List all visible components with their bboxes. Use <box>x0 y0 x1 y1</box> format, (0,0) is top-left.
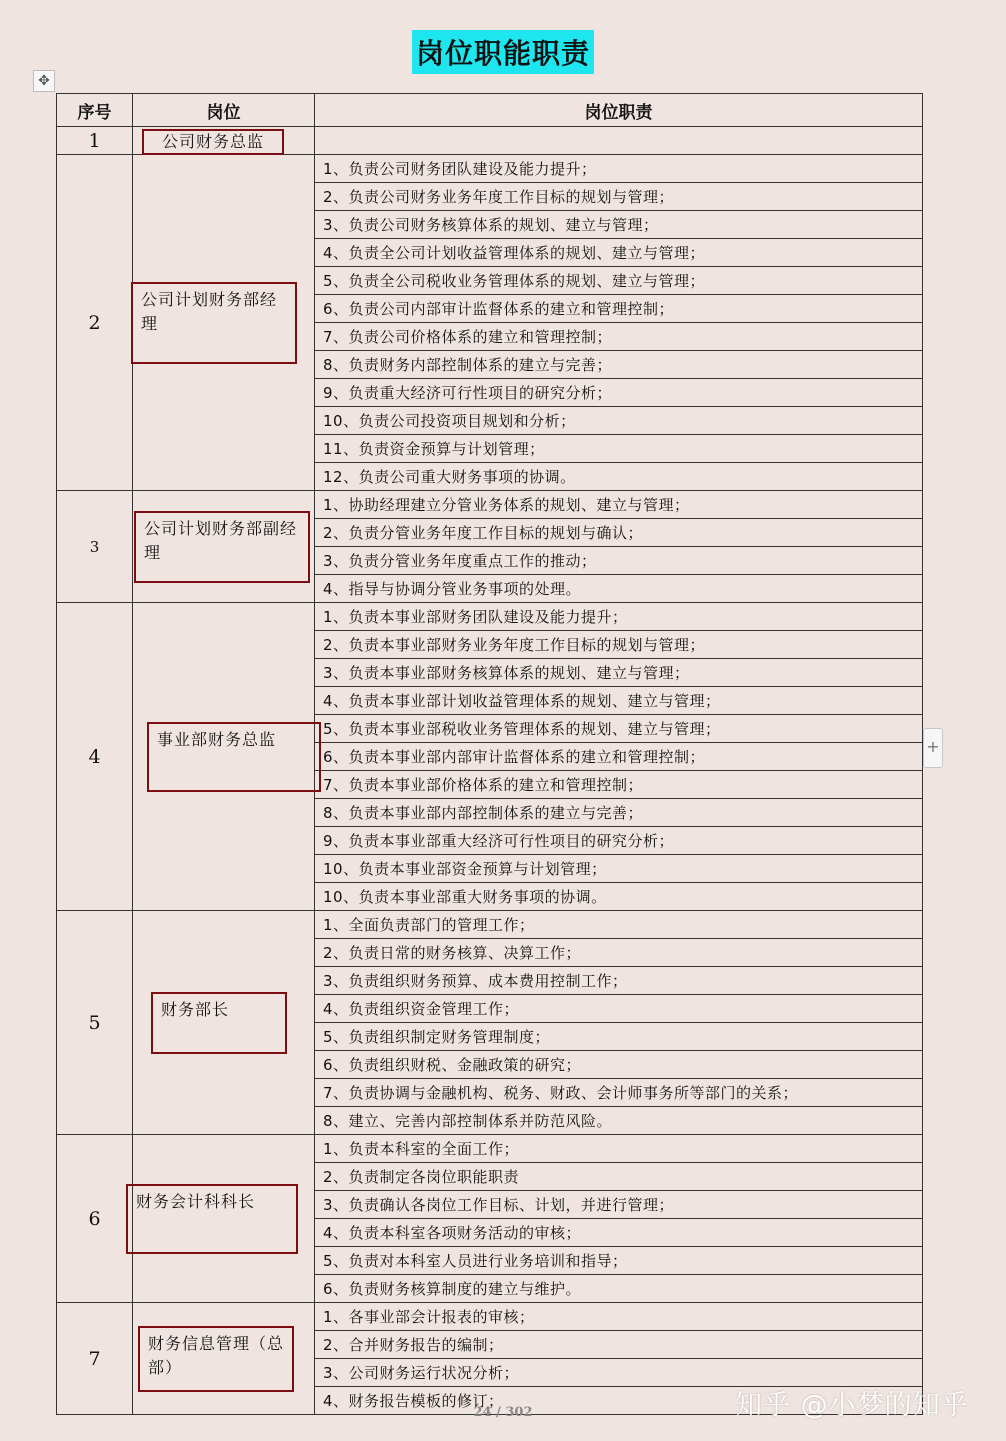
duty-item: 4、负责本科室各项财务活动的审核； <box>315 1219 923 1247</box>
duty-item: 4、财务报告模板的修订； <box>315 1387 923 1415</box>
duty-item: 1、负责本事业部财务团队建设及能力提升； <box>315 603 923 631</box>
duty-item: 5、负责本事业部税收业务管理体系的规划、建立与管理； <box>315 715 923 743</box>
table-row <box>57 155 923 183</box>
header-duties: 岗位职责 <box>315 94 923 127</box>
duty-item: 8、负责财务内部控制体系的建立与完善； <box>315 351 923 379</box>
duty-item: 9、负责本事业部重大经济可行性项目的研究分析； <box>315 827 923 855</box>
position-name: 财务信息管理（总部） <box>138 1326 294 1392</box>
position-name: 财务部长 <box>151 992 287 1054</box>
duty-item: 12、负责公司重大财务事项的协调。 <box>315 463 923 491</box>
duty-item: 8、建立、完善内部控制体系并防范风险。 <box>315 1107 923 1135</box>
duty-item: 7、负责公司价格体系的建立和管理控制； <box>315 323 923 351</box>
page-indicator: 24 / 302 <box>473 1405 533 1420</box>
row-position-cell <box>133 127 315 155</box>
duty-item: 3、公司财务运行状况分析； <box>315 1359 923 1387</box>
duty-item: 10、负责公司投资项目规划和分析； <box>315 407 923 435</box>
watermark: 知乎 @小梦的知乎 <box>735 1390 969 1421</box>
duty-item: 3、负责分管业务年度重点工作的推动； <box>315 547 923 575</box>
row-position-cell <box>133 155 315 491</box>
duty-item: 4、负责本事业部计划收益管理体系的规划、建立与管理； <box>315 687 923 715</box>
duty-empty <box>315 127 923 155</box>
header-position: 岗位 <box>133 94 315 127</box>
row-seq: 7 <box>57 1303 133 1415</box>
duty-item: 1、各事业部会计报表的审核； <box>315 1303 923 1331</box>
table-row <box>57 127 923 155</box>
duty-item: 3、负责本事业部财务核算体系的规划、建立与管理； <box>315 659 923 687</box>
duty-item: 1、协助经理建立分管业务体系的规划、建立与管理； <box>315 491 923 519</box>
row-seq: 2 <box>57 155 133 491</box>
duty-item: 2、负责制定各岗位职能职责 <box>315 1163 923 1191</box>
position-name: 公司财务总监 <box>142 129 284 155</box>
duty-item: 1、全面负责部门的管理工作； <box>315 911 923 939</box>
duty-item: 8、负责本事业部内部控制体系的建立与完善； <box>315 799 923 827</box>
duty-item: 4、指导与协调分管业务事项的处理。 <box>315 575 923 603</box>
duties-table <box>56 93 923 1415</box>
duty-item: 1、负责公司财务团队建设及能力提升； <box>315 155 923 183</box>
duty-item: 3、负责组织财务预算、成本费用控制工作； <box>315 967 923 995</box>
duty-item: 1、负责本科室的全面工作； <box>315 1135 923 1163</box>
duty-item: 2、负责公司财务业务年度工作目标的规划与管理； <box>315 183 923 211</box>
duty-item: 2、负责本事业部财务业务年度工作目标的规划与管理； <box>315 631 923 659</box>
table-row <box>57 911 923 939</box>
duty-item: 2、负责分管业务年度工作目标的规划与确认； <box>315 519 923 547</box>
table-body <box>57 127 923 1415</box>
header-seq: 序号 <box>57 94 133 127</box>
duty-item: 10、负责本事业部重大财务事项的协调。 <box>315 883 923 911</box>
duty-item: 7、负责本事业部价格体系的建立和管理控制； <box>315 771 923 799</box>
duty-item: 6、负责公司内部审计监督体系的建立和管理控制； <box>315 295 923 323</box>
row-position-cell <box>133 491 315 603</box>
duty-item: 2、合并财务报告的编制； <box>315 1331 923 1359</box>
row-position-cell <box>133 911 315 1135</box>
duty-item: 6、负责组织财税、金融政策的研究； <box>315 1051 923 1079</box>
table-row <box>57 1135 923 1163</box>
row-position-cell <box>133 1135 315 1303</box>
page-title: 岗位职能职责 <box>412 30 594 74</box>
duty-item: 11、负责资金预算与计划管理； <box>315 435 923 463</box>
row-seq: 3 <box>57 491 133 603</box>
position-name: 财务会计科科长 <box>126 1184 298 1254</box>
duty-item: 5、负责组织制定财务管理制度； <box>315 1023 923 1051</box>
table-row <box>57 1303 923 1331</box>
table-header-row <box>57 94 923 127</box>
row-seq: 5 <box>57 911 133 1135</box>
duty-item: 3、负责公司财务核算体系的规划、建立与管理； <box>315 211 923 239</box>
move-icon[interactable]: ✥ <box>33 70 55 92</box>
duty-item: 7、负责协调与金融机构、税务、财政、会计师事务所等部门的关系； <box>315 1079 923 1107</box>
row-seq: 4 <box>57 603 133 911</box>
duty-item: 9、负责重大经济可行性项目的研究分析； <box>315 379 923 407</box>
row-seq: 1 <box>57 127 133 155</box>
duty-item: 5、负责对本科室人员进行业务培训和指导； <box>315 1247 923 1275</box>
position-name: 事业部财务总监 <box>147 722 321 792</box>
duty-item: 4、负责全公司计划收益管理体系的规划、建立与管理； <box>315 239 923 267</box>
row-seq: 6 <box>57 1135 133 1303</box>
row-position-cell <box>133 603 315 911</box>
duty-item: 4、负责组织资金管理工作； <box>315 995 923 1023</box>
title-wrap <box>0 30 1006 74</box>
duty-item: 6、负责本事业部内部审计监督体系的建立和管理控制； <box>315 743 923 771</box>
table-row <box>57 603 923 631</box>
duty-item: 6、负责财务核算制度的建立与维护。 <box>315 1275 923 1303</box>
table-row <box>57 491 923 519</box>
position-name: 公司计划财务部副经理 <box>134 511 310 583</box>
duty-item: 3、负责确认各岗位工作目标、计划，并进行管理； <box>315 1191 923 1219</box>
duty-item: 5、负责全公司税收业务管理体系的规划、建立与管理； <box>315 267 923 295</box>
row-position-cell <box>133 1303 315 1415</box>
plus-icon[interactable]: + <box>923 728 943 768</box>
duty-item: 2、负责日常的财务核算、决算工作； <box>315 939 923 967</box>
position-name: 公司计划财务部经理 <box>131 282 297 364</box>
duty-item: 10、负责本事业部资金预算与计划管理； <box>315 855 923 883</box>
